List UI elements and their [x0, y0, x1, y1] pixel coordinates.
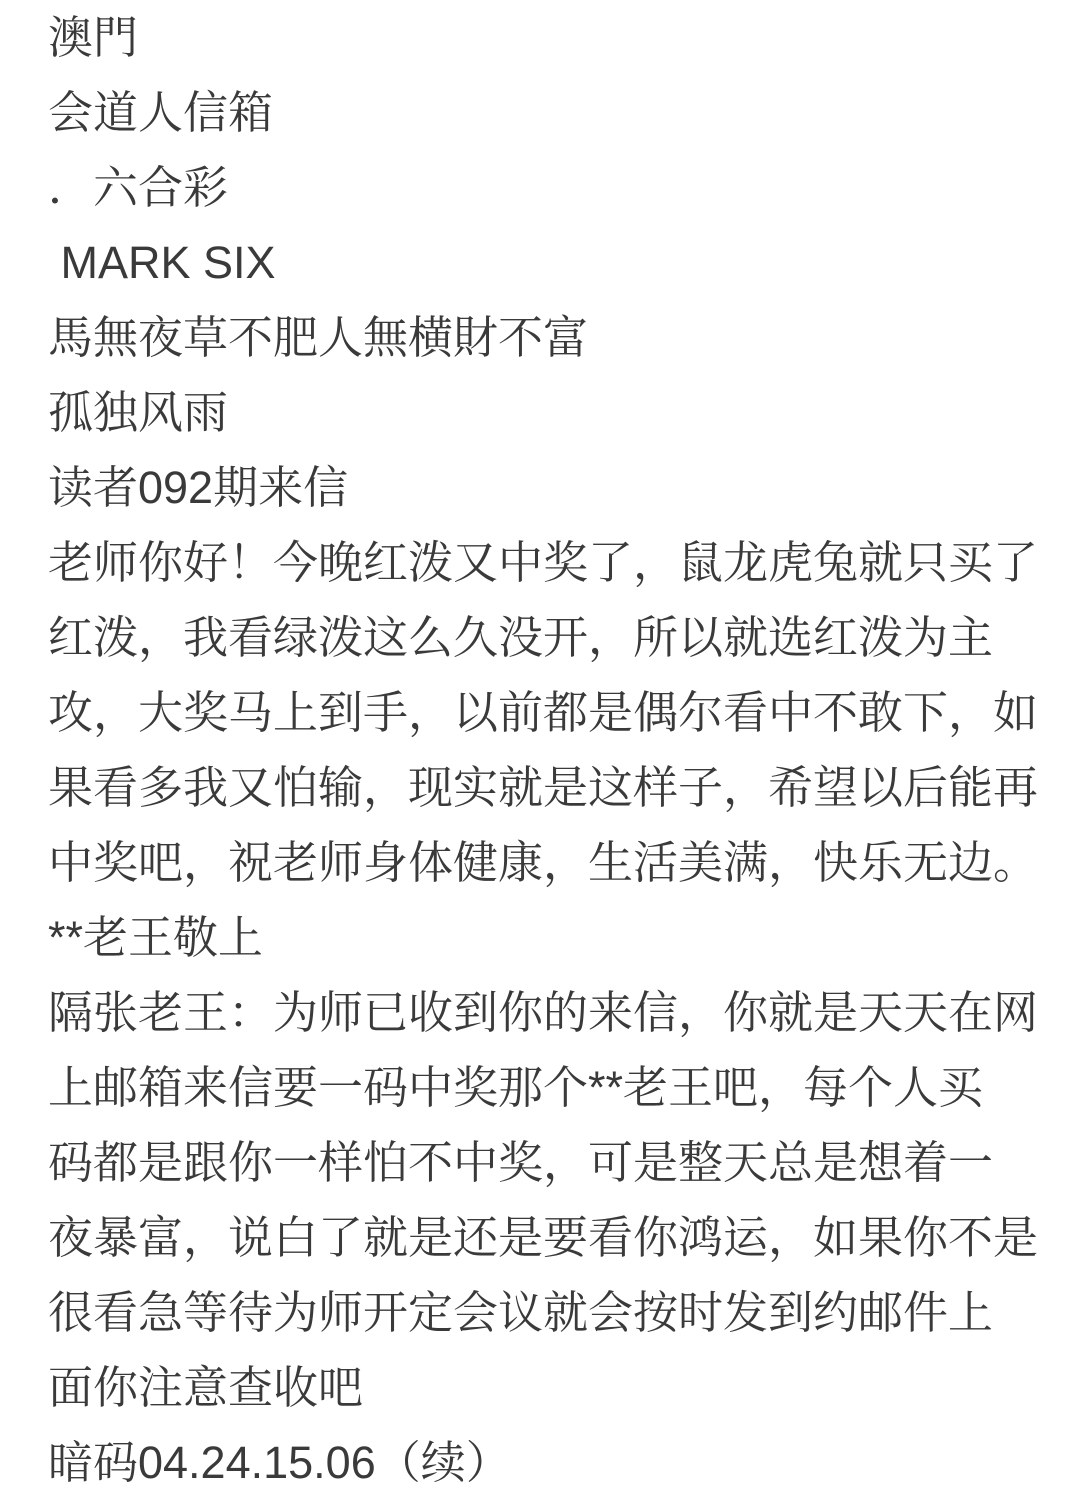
line-letter-4: 果看多我又怕输，现实就是这样子，希望以后能再	[48, 762, 1039, 813]
line-lottery-name: ．六合彩	[48, 162, 229, 213]
line-slogan: 馬無夜草不肥人無横財不富	[48, 312, 589, 363]
line-pen-name: 孤独风雨	[48, 387, 229, 438]
line-mark-six: MARK SIX	[48, 237, 276, 288]
line-reply-4: 夜暴富，说白了就是还是要看你鸿运，如果你不是	[48, 1212, 1039, 1263]
line-letter-2: 红泼，我看绿泼这么久没开，所以就选红泼为主	[48, 612, 994, 663]
line-issue-heading: 读者092期来信	[48, 462, 349, 513]
line-secret-code: 暗码04.24.15.06（续）	[48, 1437, 511, 1488]
line-letter-signature: **老王敬上	[48, 912, 264, 963]
line-reply-1: 隔张老王：为师已收到你的来信，你就是天天在网	[48, 987, 1039, 1038]
line-letter-3: 攻，大奖马上到手，以前都是偶尔看中不敢下，如	[48, 687, 1039, 738]
line-region-title: 澳門	[48, 12, 139, 63]
line-reply-3: 码都是跟你一样怕不中奖，可是整天总是想着一	[48, 1137, 994, 1188]
line-letter-1: 老师你好！今晚红泼又中奖了，鼠龙虎兔就只买了	[48, 537, 1039, 588]
line-reply-5: 很看急等待为师开定会议就会按时发到约邮件上	[48, 1287, 994, 1338]
line-reply-2: 上邮箱来信要一码中奖那个**老王吧，每个人买	[48, 1062, 984, 1113]
line-reply-6: 面你注意查收吧	[48, 1362, 364, 1413]
line-mailbox-title: 会道人信箱	[48, 87, 274, 138]
line-letter-5: 中奖吧，祝老师身体健康，生活美满，快乐无边。	[48, 837, 1039, 888]
